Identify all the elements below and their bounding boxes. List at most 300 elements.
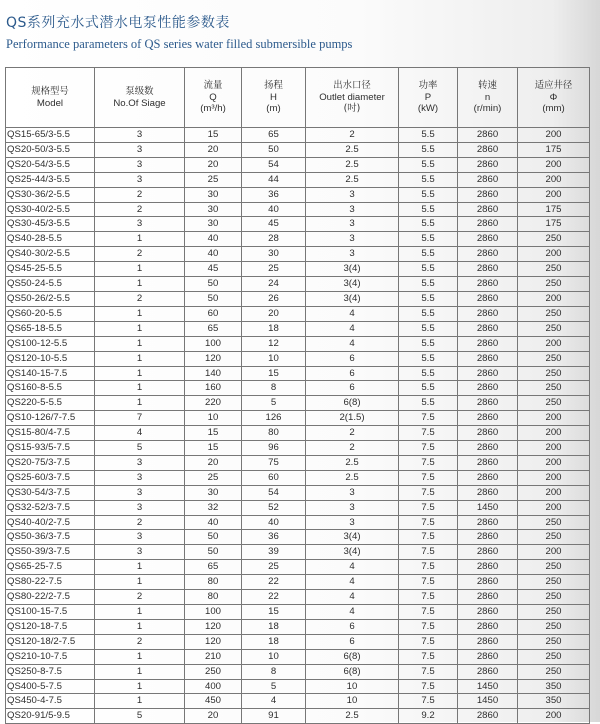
outlet-cell: 6 [306, 619, 399, 634]
outlet-cell: 2 [306, 426, 399, 441]
flow-cell: 40 [185, 232, 242, 247]
speed-cell: 2860 [458, 262, 518, 277]
outlet-cell: 2.5 [306, 172, 399, 187]
stages-cell: 3 [95, 217, 185, 232]
model-cell: QS30-45/3-5.5 [6, 217, 95, 232]
stages-cell: 1 [95, 649, 185, 664]
table-row [6, 306, 590, 321]
table-row [6, 202, 590, 217]
head-cell: 22 [242, 590, 306, 605]
stages-cell: 1 [95, 560, 185, 575]
outlet-cell: 2 [306, 441, 399, 456]
model-cell: QS65-25-7.5 [6, 560, 95, 575]
outlet-cell: 3(4) [306, 262, 399, 277]
stages-cell: 5 [95, 709, 185, 724]
model-cell: QS400-5-7.5 [6, 679, 95, 694]
power-cell: 5.5 [399, 366, 458, 381]
well-diameter-cell: 250 [518, 232, 590, 247]
power-cell: 5.5 [399, 142, 458, 157]
stages-cell: 7 [95, 411, 185, 426]
flow-cell: 30 [185, 217, 242, 232]
model-cell: QS100-12-5.5 [6, 336, 95, 351]
outlet-cell: 4 [306, 336, 399, 351]
flow-cell: 20 [185, 157, 242, 172]
stages-cell: 1 [95, 619, 185, 634]
model-cell: QS160-8-5.5 [6, 381, 95, 396]
power-cell: 7.5 [399, 619, 458, 634]
model-cell: QS50-39/3-7.5 [6, 545, 95, 560]
stages-cell: 2 [95, 590, 185, 605]
flow-cell: 25 [185, 470, 242, 485]
flow-cell: 45 [185, 262, 242, 277]
well-diameter-cell: 200 [518, 247, 590, 262]
well-diameter-cell: 350 [518, 679, 590, 694]
flow-cell: 450 [185, 694, 242, 709]
model-cell: QS20-54/3-5.5 [6, 157, 95, 172]
model-cell: QS25-60/3-7.5 [6, 470, 95, 485]
table-row [6, 441, 590, 456]
well-diameter-cell: 250 [518, 262, 590, 277]
table-row [6, 411, 590, 426]
head-cell: 5 [242, 679, 306, 694]
table-row [6, 530, 590, 545]
speed-cell: 2860 [458, 321, 518, 336]
power-cell: 7.5 [399, 441, 458, 456]
table-row [6, 426, 590, 441]
well-diameter-cell: 350 [518, 694, 590, 709]
table-row [6, 485, 590, 500]
speed-cell: 2860 [458, 709, 518, 724]
head-cell: 5 [242, 396, 306, 411]
well-diameter-cell: 250 [518, 321, 590, 336]
table-body [6, 128, 590, 724]
outlet-cell: 6 [306, 351, 399, 366]
well-diameter-cell: 175 [518, 217, 590, 232]
speed-cell: 2860 [458, 128, 518, 143]
head-cell: 18 [242, 321, 306, 336]
outlet-cell: 3 [306, 217, 399, 232]
speed-cell: 2860 [458, 515, 518, 530]
power-cell: 5.5 [399, 381, 458, 396]
well-diameter-cell: 250 [518, 560, 590, 575]
model-cell: QS20-50/3-5.5 [6, 142, 95, 157]
model-cell: QS100-15-7.5 [6, 605, 95, 620]
outlet-cell: 3 [306, 232, 399, 247]
speed-cell: 2860 [458, 560, 518, 575]
table-row [6, 515, 590, 530]
outlet-cell: 3(4) [306, 545, 399, 560]
power-cell: 7.5 [399, 500, 458, 515]
table-row [6, 694, 590, 709]
outlet-cell: 6 [306, 634, 399, 649]
power-cell: 5.5 [399, 247, 458, 262]
flow-cell: 140 [185, 366, 242, 381]
outlet-cell: 4 [306, 306, 399, 321]
well-diameter-cell: 250 [518, 396, 590, 411]
power-cell: 7.5 [399, 575, 458, 590]
stages-cell: 3 [95, 172, 185, 187]
power-cell: 7.5 [399, 515, 458, 530]
well-diameter-cell: 200 [518, 455, 590, 470]
flow-cell: 40 [185, 247, 242, 262]
power-cell: 5.5 [399, 128, 458, 143]
speed-cell: 2860 [458, 336, 518, 351]
speed-cell: 2860 [458, 277, 518, 292]
outlet-cell: 4 [306, 605, 399, 620]
model-cell: QS80-22/2-7.5 [6, 590, 95, 605]
stages-cell: 3 [95, 142, 185, 157]
speed-cell: 2860 [458, 649, 518, 664]
power-cell: 7.5 [399, 605, 458, 620]
well-diameter-cell: 200 [518, 172, 590, 187]
outlet-cell: 3(4) [306, 277, 399, 292]
speed-cell: 2860 [458, 455, 518, 470]
header-head: 扬程 H (m) [242, 68, 306, 128]
power-cell: 7.5 [399, 694, 458, 709]
stages-cell: 1 [95, 664, 185, 679]
well-diameter-cell: 200 [518, 470, 590, 485]
table-header-row [6, 68, 590, 128]
flow-cell: 65 [185, 321, 242, 336]
power-cell: 5.5 [399, 262, 458, 277]
power-cell: 5.5 [399, 172, 458, 187]
flow-cell: 20 [185, 455, 242, 470]
stages-cell: 3 [95, 500, 185, 515]
page-title-en: Performance parameters of QS series water filled submersible pumps [6, 37, 353, 51]
speed-cell: 1450 [458, 500, 518, 515]
well-diameter-cell: 200 [518, 336, 590, 351]
head-cell: 15 [242, 366, 306, 381]
speed-cell: 2860 [458, 306, 518, 321]
well-diameter-cell: 250 [518, 634, 590, 649]
head-cell: 39 [242, 545, 306, 560]
table-row [6, 142, 590, 157]
head-cell: 18 [242, 619, 306, 634]
model-cell: QS50-26/2-5.5 [6, 291, 95, 306]
table-row [6, 545, 590, 560]
header-power: 功率 P (kW) [399, 68, 458, 128]
outlet-cell: 10 [306, 694, 399, 709]
outlet-cell: 4 [306, 575, 399, 590]
speed-cell: 2860 [458, 590, 518, 605]
power-cell: 5.5 [399, 187, 458, 202]
head-cell: 44 [242, 172, 306, 187]
table-row [6, 649, 590, 664]
well-diameter-cell: 200 [518, 709, 590, 724]
well-diameter-cell: 175 [518, 142, 590, 157]
table-row [6, 232, 590, 247]
stages-cell: 1 [95, 336, 185, 351]
stages-cell: 1 [95, 605, 185, 620]
flow-cell: 50 [185, 530, 242, 545]
well-diameter-cell: 250 [518, 605, 590, 620]
speed-cell: 2860 [458, 470, 518, 485]
model-cell: QS50-24-5.5 [6, 277, 95, 292]
flow-cell: 50 [185, 545, 242, 560]
flow-cell: 100 [185, 605, 242, 620]
well-diameter-cell: 250 [518, 306, 590, 321]
model-cell: QS20-91/5-9.5 [6, 709, 95, 724]
stages-cell: 2 [95, 291, 185, 306]
outlet-cell: 3(4) [306, 291, 399, 306]
power-cell: 5.5 [399, 277, 458, 292]
speed-cell: 2860 [458, 366, 518, 381]
stages-cell: 2 [95, 202, 185, 217]
stages-cell: 4 [95, 426, 185, 441]
model-cell: QS60-20-5.5 [6, 306, 95, 321]
model-cell: QS40-40/2-7.5 [6, 515, 95, 530]
head-cell: 65 [242, 128, 306, 143]
page-title-cn: QS系列充水式潜水电泵性能参数表 [6, 15, 230, 31]
header-well-diameter: 适应井径 Φ (mm) [518, 68, 590, 128]
flow-cell: 250 [185, 664, 242, 679]
stages-cell: 3 [95, 485, 185, 500]
well-diameter-cell: 200 [518, 485, 590, 500]
stages-cell: 3 [95, 530, 185, 545]
speed-cell: 2860 [458, 157, 518, 172]
flow-cell: 400 [185, 679, 242, 694]
stages-cell: 3 [95, 157, 185, 172]
speed-cell: 2860 [458, 634, 518, 649]
stages-cell: 1 [95, 277, 185, 292]
model-cell: QS15-80/4-7.5 [6, 426, 95, 441]
outlet-cell: 6 [306, 381, 399, 396]
model-cell: QS120-18-7.5 [6, 619, 95, 634]
outlet-cell: 2(1.5) [306, 411, 399, 426]
speed-cell: 2860 [458, 187, 518, 202]
well-diameter-cell: 250 [518, 590, 590, 605]
power-cell: 5.5 [399, 202, 458, 217]
head-cell: 54 [242, 485, 306, 500]
outlet-cell: 3 [306, 247, 399, 262]
table-row [6, 396, 590, 411]
head-cell: 15 [242, 605, 306, 620]
spec-table [5, 67, 590, 724]
outlet-cell: 6(8) [306, 396, 399, 411]
well-diameter-cell: 250 [518, 366, 590, 381]
head-cell: 4 [242, 694, 306, 709]
stages-cell: 1 [95, 396, 185, 411]
flow-cell: 80 [185, 575, 242, 590]
speed-cell: 2860 [458, 396, 518, 411]
head-cell: 20 [242, 306, 306, 321]
flow-cell: 80 [185, 590, 242, 605]
head-cell: 126 [242, 411, 306, 426]
outlet-cell: 2.5 [306, 455, 399, 470]
stages-cell: 1 [95, 262, 185, 277]
speed-cell: 1450 [458, 694, 518, 709]
power-cell: 7.5 [399, 470, 458, 485]
table-row [6, 366, 590, 381]
flow-cell: 120 [185, 619, 242, 634]
table-row [6, 277, 590, 292]
flow-cell: 160 [185, 381, 242, 396]
stages-cell: 3 [95, 455, 185, 470]
power-cell: 5.5 [399, 351, 458, 366]
table-row [6, 291, 590, 306]
flow-cell: 210 [185, 649, 242, 664]
table-row [6, 351, 590, 366]
power-cell: 5.5 [399, 291, 458, 306]
speed-cell: 2860 [458, 232, 518, 247]
power-cell: 5.5 [399, 396, 458, 411]
outlet-cell: 2.5 [306, 470, 399, 485]
table-row [6, 619, 590, 634]
speed-cell: 2860 [458, 172, 518, 187]
table-row [6, 500, 590, 515]
well-diameter-cell: 250 [518, 351, 590, 366]
head-cell: 30 [242, 247, 306, 262]
speed-cell: 2860 [458, 619, 518, 634]
well-diameter-cell: 200 [518, 291, 590, 306]
table-row [6, 634, 590, 649]
table-row [6, 172, 590, 187]
model-cell: QS30-54/3-7.5 [6, 485, 95, 500]
flow-cell: 60 [185, 306, 242, 321]
head-cell: 54 [242, 157, 306, 172]
outlet-cell: 4 [306, 560, 399, 575]
well-diameter-cell: 200 [518, 426, 590, 441]
flow-cell: 20 [185, 142, 242, 157]
well-diameter-cell: 250 [518, 664, 590, 679]
speed-cell: 2860 [458, 202, 518, 217]
table-row [6, 560, 590, 575]
table-row [6, 247, 590, 262]
speed-cell: 2860 [458, 485, 518, 500]
head-cell: 60 [242, 470, 306, 485]
head-cell: 45 [242, 217, 306, 232]
stages-cell: 1 [95, 306, 185, 321]
well-diameter-cell: 250 [518, 530, 590, 545]
model-cell: QS450-4-7.5 [6, 694, 95, 709]
speed-cell: 2860 [458, 247, 518, 262]
flow-cell: 40 [185, 515, 242, 530]
outlet-cell: 2 [306, 128, 399, 143]
flow-cell: 100 [185, 336, 242, 351]
head-cell: 40 [242, 202, 306, 217]
model-cell: QS25-44/3-5.5 [6, 172, 95, 187]
model-cell: QS50-36/3-7.5 [6, 530, 95, 545]
table-row [6, 590, 590, 605]
head-cell: 18 [242, 634, 306, 649]
header-stages: 泵级数 No.Of Siage [95, 68, 185, 128]
stages-cell: 1 [95, 351, 185, 366]
table-row [6, 575, 590, 590]
well-diameter-cell: 250 [518, 575, 590, 590]
speed-cell: 2860 [458, 530, 518, 545]
stages-cell: 2 [95, 515, 185, 530]
power-cell: 5.5 [399, 336, 458, 351]
power-cell: 7.5 [399, 590, 458, 605]
stages-cell: 1 [95, 321, 185, 336]
outlet-cell: 3 [306, 515, 399, 530]
head-cell: 36 [242, 187, 306, 202]
outlet-cell: 3 [306, 202, 399, 217]
stages-cell: 1 [95, 232, 185, 247]
flow-cell: 10 [185, 411, 242, 426]
model-cell: QS32-52/3-7.5 [6, 500, 95, 515]
head-cell: 25 [242, 560, 306, 575]
table-row [6, 336, 590, 351]
outlet-cell: 6(8) [306, 649, 399, 664]
head-cell: 75 [242, 455, 306, 470]
speed-cell: 2860 [458, 664, 518, 679]
model-cell: QS30-36/2-5.5 [6, 187, 95, 202]
stages-cell: 1 [95, 366, 185, 381]
power-cell: 5.5 [399, 306, 458, 321]
power-cell: 5.5 [399, 157, 458, 172]
speed-cell: 2860 [458, 291, 518, 306]
model-cell: QS15-65/3-5.5 [6, 128, 95, 143]
outlet-cell: 6 [306, 366, 399, 381]
head-cell: 28 [242, 232, 306, 247]
head-cell: 8 [242, 381, 306, 396]
model-cell: QS45-25-5.5 [6, 262, 95, 277]
outlet-cell: 3 [306, 500, 399, 515]
head-cell: 25 [242, 262, 306, 277]
well-diameter-cell: 200 [518, 187, 590, 202]
head-cell: 8 [242, 664, 306, 679]
power-cell: 7.5 [399, 560, 458, 575]
power-cell: 9.2 [399, 709, 458, 724]
model-cell: QS15-93/5-7.5 [6, 441, 95, 456]
flow-cell: 30 [185, 202, 242, 217]
head-cell: 10 [242, 649, 306, 664]
table-row [6, 679, 590, 694]
power-cell: 7.5 [399, 664, 458, 679]
header-flow: 流量 Q (m³/h) [185, 68, 242, 128]
power-cell: 7.5 [399, 426, 458, 441]
outlet-cell: 2.5 [306, 157, 399, 172]
stages-cell: 3 [95, 545, 185, 560]
table-row [6, 262, 590, 277]
outlet-cell: 3 [306, 187, 399, 202]
well-diameter-cell: 200 [518, 128, 590, 143]
stages-cell: 2 [95, 634, 185, 649]
header-model: 规格型号 Model [6, 68, 95, 128]
speed-cell: 2860 [458, 142, 518, 157]
speed-cell: 2860 [458, 575, 518, 590]
stages-cell: 3 [95, 470, 185, 485]
head-cell: 96 [242, 441, 306, 456]
well-diameter-cell: 200 [518, 157, 590, 172]
well-diameter-cell: 250 [518, 649, 590, 664]
flow-cell: 32 [185, 500, 242, 515]
speed-cell: 2860 [458, 426, 518, 441]
header-outlet: 出水口径 Outlet diameter (吋) [306, 68, 399, 128]
power-cell: 7.5 [399, 634, 458, 649]
speed-cell: 2860 [458, 411, 518, 426]
flow-cell: 15 [185, 128, 242, 143]
model-cell: QS10-126/7-7.5 [6, 411, 95, 426]
speed-cell: 2860 [458, 441, 518, 456]
power-cell: 7.5 [399, 455, 458, 470]
outlet-cell: 4 [306, 321, 399, 336]
head-cell: 52 [242, 500, 306, 515]
well-diameter-cell: 200 [518, 545, 590, 560]
model-cell: QS65-18-5.5 [6, 321, 95, 336]
power-cell: 5.5 [399, 321, 458, 336]
head-cell: 12 [242, 336, 306, 351]
flow-cell: 15 [185, 441, 242, 456]
head-cell: 10 [242, 351, 306, 366]
table-row [6, 381, 590, 396]
table-row [6, 605, 590, 620]
outlet-cell: 4 [306, 590, 399, 605]
table-row [6, 217, 590, 232]
head-cell: 40 [242, 515, 306, 530]
table-row [6, 157, 590, 172]
